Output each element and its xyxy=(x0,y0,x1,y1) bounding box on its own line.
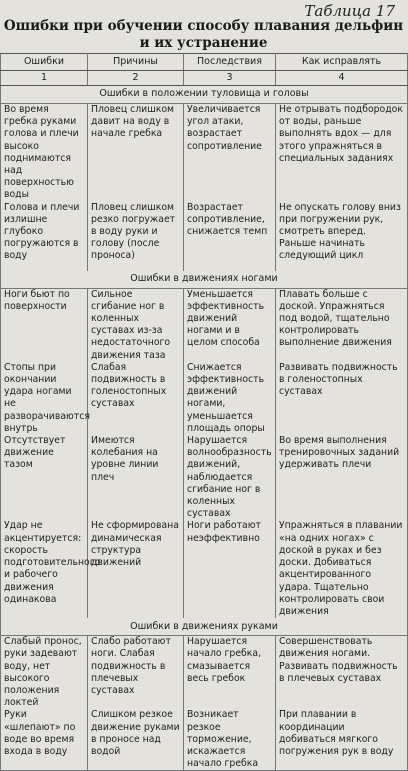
column-number: 3 xyxy=(184,71,276,86)
cell-error: Стопы при окончании удара ногами не разворачиваются внутрь xyxy=(1,362,88,435)
table-row xyxy=(1,636,408,710)
cell-effect: Снижается эффективность движений ногами, уменьшается площадь опоры xyxy=(184,362,276,435)
cell-effect: Увеличивается угол атаки, возрастает сопротивление xyxy=(184,104,276,202)
cell-cause: Слабо работают ноги. Слабая подвижность в плечевых суставах xyxy=(88,636,184,710)
table-row xyxy=(1,104,408,202)
cell-error: Голова и плечи излишне глубоко погружаются в воду xyxy=(1,202,88,271)
column-header: Как исправлять xyxy=(276,54,408,71)
title-line-1: Ошибки при обучении способу плавания дельфин xyxy=(3,18,404,34)
table-row xyxy=(1,288,408,362)
cell-fix: Совершенствовать движения ногами. Развивать подвижность в плечевых суставах xyxy=(276,636,408,710)
cell-cause: Пловец слишком резко погружает в воду руки и голову (после проноса) xyxy=(88,202,184,271)
table-row xyxy=(1,202,408,271)
cell-cause: Не сформирована динамическая структура движений xyxy=(88,520,184,618)
cell-fix: Не отрывать подбородок от воды, раньше выполнять вдох — для этого упражняться в специальных заданиях xyxy=(276,104,408,202)
cell-effect: Возрастает сопротивление, снижается темп xyxy=(184,202,276,271)
column-header: Причины xyxy=(88,54,184,71)
table-row xyxy=(1,435,408,520)
header-row xyxy=(1,54,408,71)
cell-fix: Не опускать голову вниз при погружении рук, смотреть вперед. Раньше начинать следующий цикл xyxy=(276,202,408,271)
cell-fix: Плавать больше с доской. Упражняться под водой, тщательно контролировать выполнение движения xyxy=(276,288,408,362)
cell-fix: Развивать подвижность в голеностопных суставах xyxy=(276,362,408,435)
errors-table xyxy=(0,53,408,771)
table-title xyxy=(0,18,407,52)
column-number: 1 xyxy=(1,71,88,86)
cell-effect: Нарушается начало гребка, смазывается весь гребок xyxy=(184,636,276,710)
cell-cause: Пловец слишком давит на воду в начале гребка xyxy=(88,104,184,202)
cell-fix: Во время выполнения тренировочных заданий удерживать плечи xyxy=(276,435,408,520)
column-header: Последствия xyxy=(184,54,276,71)
cell-effect: Возникает резкое торможение, искажается начало гребка xyxy=(184,709,276,771)
cell-cause: Имеются колебания на уровне линии плеч xyxy=(88,435,184,520)
cell-error: Отсутствует движение тазом xyxy=(1,435,88,520)
column-number: 2 xyxy=(88,71,184,86)
section-header-row xyxy=(1,618,408,636)
cell-fix: Упражняться в плавании «на одних ногах» с доской в руках и без доски. Добиваться акцентированного удара. Тщательно контролировать свои движения xyxy=(276,520,408,618)
cell-effect: Ноги работают неэффективно xyxy=(184,520,276,618)
table-number: Таблица 17 xyxy=(304,2,395,20)
table-row xyxy=(1,362,408,435)
cell-fix: При плавании в координации добиваться мягкого погружения рук в воду xyxy=(276,709,408,771)
cell-effect: Уменьшается эффективность движений ногами и в целом способа xyxy=(184,288,276,362)
cell-effect: Нарушается волнообразность движений, наблюдается сгибание ног в коленных суставах xyxy=(184,435,276,520)
cell-error: Удар не акцентируется: скорость подготовительного и рабочего движения одинакова xyxy=(1,520,88,618)
section-header-row xyxy=(1,271,408,289)
column-number: 4 xyxy=(276,71,408,86)
table-row xyxy=(1,520,408,618)
section-title: Ошибки в движениях ногами xyxy=(1,271,408,289)
cell-error: Слабый пронос, руки задевают воду, нет высокого положения локтей xyxy=(1,636,88,710)
cell-cause: Сильное сгибание ног в коленных суставах из-за недостаточного движения таза xyxy=(88,288,184,362)
section-title: Ошибки в движениях руками xyxy=(1,618,408,636)
section-header-row xyxy=(1,86,408,104)
column-number-row xyxy=(1,71,408,86)
cell-error: Во время гребка руками голова и плечи высоко поднимаются над поверхностью воды xyxy=(1,104,88,202)
column-header: Ошибки xyxy=(1,54,88,71)
title-line-2: и их устранение xyxy=(139,35,268,51)
cell-cause: Слишком резкое движение руками в проносе над водой xyxy=(88,709,184,771)
cell-cause: Слабая подвижность в голеностопных суставах xyxy=(88,362,184,435)
section-title: Ошибки в положении туловища и головы xyxy=(1,86,408,104)
cell-error: Руки «шлепают» по воде во время входа в воду xyxy=(1,709,88,771)
table-row xyxy=(1,709,408,771)
cell-error: Ноги бьют по поверхности xyxy=(1,288,88,362)
